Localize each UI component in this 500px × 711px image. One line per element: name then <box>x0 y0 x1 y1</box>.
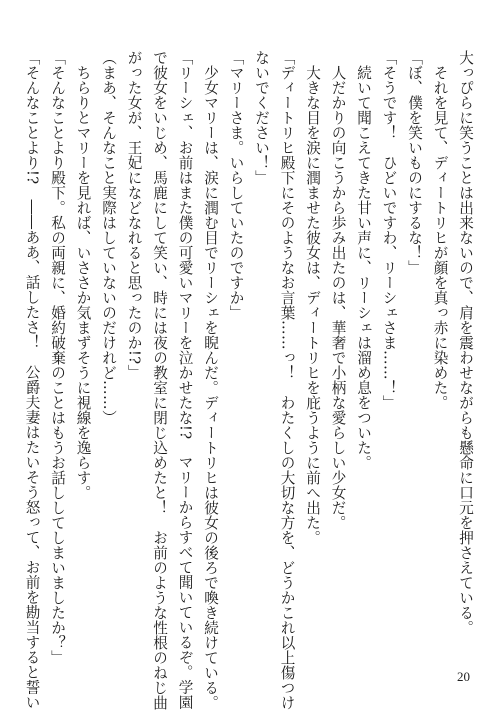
text-line: で彼女をいじめ、馬鹿にして笑い、時には夜の教室に閉じ込めたと！ お前のような性根のねじ曲 <box>151 50 168 710</box>
text-line: 少女マリーは、涙に潤む目でリーシェを睨んだ。ディートリヒは彼女の後ろで喚き続けている。 <box>202 50 219 710</box>
text-line: 「ディートリヒ殿下にそのようなお言葉……っ！ わたくしの大切な方を、どうかこれ以上傷つけ <box>278 50 296 710</box>
text-line: 「マリーさま。いらしていたのですか」 <box>227 50 245 320</box>
text-line: 続いて聞こえてきた甘い声に、リーシェは溜め息をついた。 <box>355 50 372 470</box>
text-line: ちらりとマリーを見れば、いささか気まずそうに視線を逸らす。 <box>74 50 92 500</box>
text-line: がった女が、王妃になどなれると思ったのか!?」 <box>125 50 143 380</box>
text-line: 「ぼ、僕を笑いものにするな！」 <box>406 50 423 275</box>
page-number: 20 <box>457 669 470 684</box>
text-line: 大きな目を涙に潤ませた彼女は、ディートリヒを庇うように前へ出た。 <box>304 50 321 545</box>
text-line: 「そうです！ ひどいですわ、リーシェさま……！」 <box>380 50 398 410</box>
text-line: 人だかりの向こうから歩み出たのは、華奢で小柄な愛らしい少女だ。 <box>329 50 347 530</box>
text-line: （まあ、そんなこと実際はしていないのだけれど……） <box>100 50 117 425</box>
text-line: 「そんなことより!? ――ああ、話したさ！ 公爵夫妻はたいそう怒って、お前を勘当すると誓い <box>23 50 41 710</box>
text-line: 「リーシェ、お前はまた僕の可愛いマリーを泣かせたな!? マリーからすべて聞いているぞ。学園 <box>176 50 194 710</box>
text-line: 大っぴらに笑うことは出来ないので、肩を震わせながらも懸命に口元を押さえている。 <box>457 50 474 635</box>
text-line: ないでください！」 <box>253 50 270 185</box>
text-line: それを見て、ディートリヒが顔を真っ赤に染めた。 <box>431 50 449 410</box>
text-line: 「そんなことより殿下。私の両親に、婚約破棄のことはもうお話ししてしまいましたか？」 <box>49 50 66 665</box>
